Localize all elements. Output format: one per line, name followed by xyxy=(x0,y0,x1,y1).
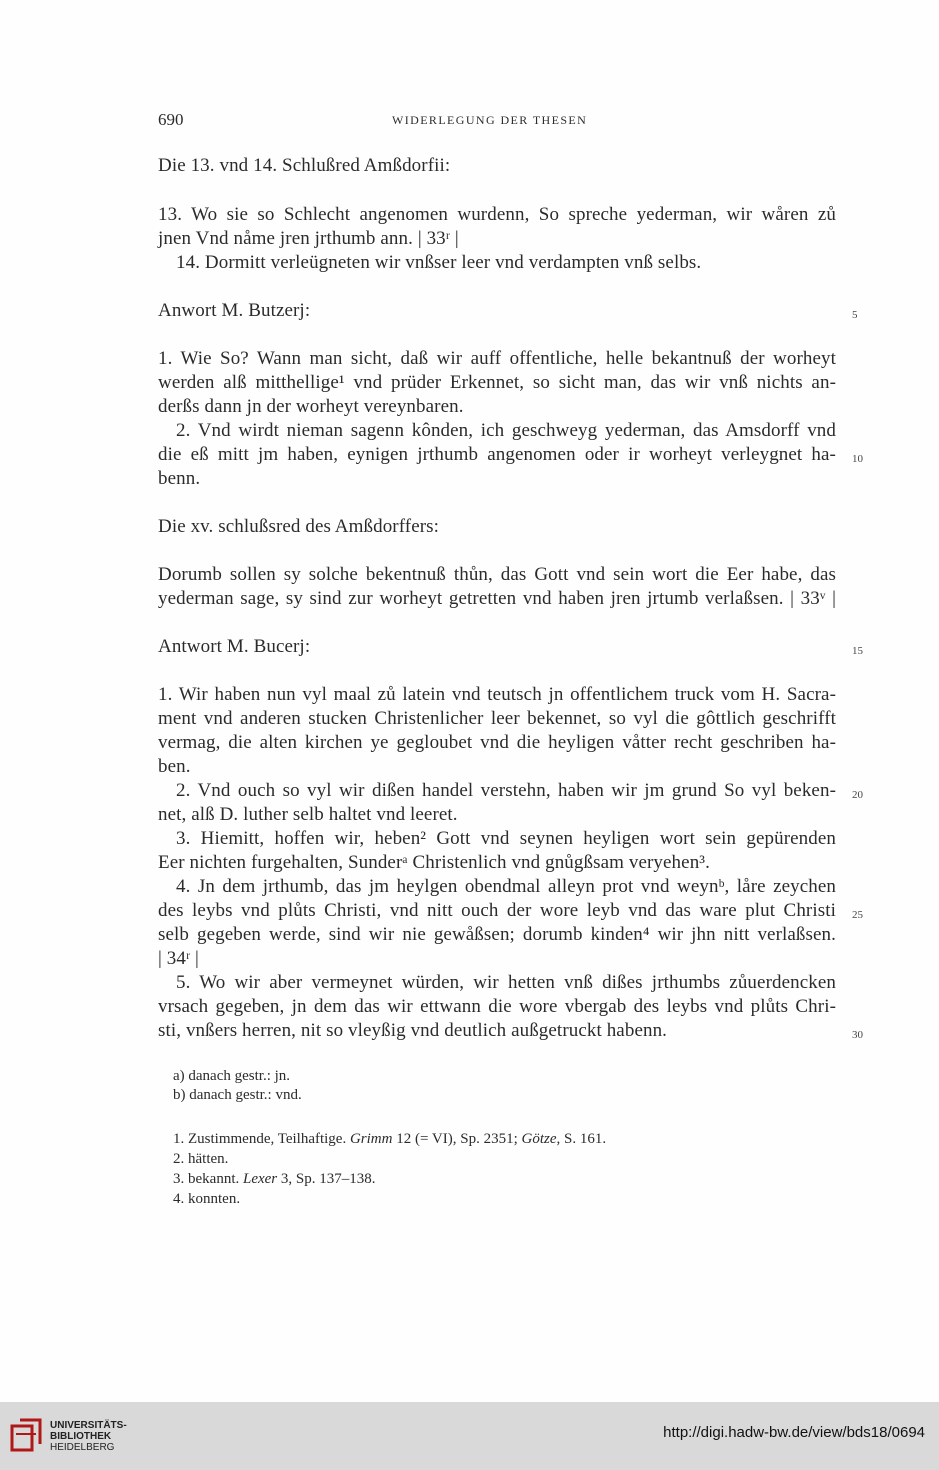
line-number: 20 xyxy=(852,789,863,801)
footnote: 2. hätten. xyxy=(173,1151,229,1167)
text-line: 1. Wir haben nun vyl maal zů latein vnd teutsch jn offentlichem truck vom H. Sacra- xyxy=(158,684,836,705)
heading-antwort-bucer: Antwort M. Bucerj: xyxy=(158,636,311,657)
apparatus-note: b) danach gestr.: vnd. xyxy=(173,1087,302,1103)
line-number: 25 xyxy=(852,909,863,921)
line-number: 5 xyxy=(852,309,858,321)
text-line: sti, vnßers herren, nit so vleyßig vnd deutlich außgetruckt habenn. xyxy=(158,1020,668,1041)
footnote: 3. bekannt. Lexer 3, Sp. 137–138. xyxy=(173,1171,376,1187)
text-line: jnen Vnd nåme jren jrthumb ann. | 33ʳ | xyxy=(158,228,459,249)
text-line: 2. Vnd wirdt nieman sagenn kônden, ich geschweyg yederman, das Amsdorff vnd xyxy=(176,420,836,441)
text-line: Dorumb sollen sy solche bekentnuß thůn, das Gott vnd sein wort die Eer habe, das xyxy=(158,564,836,585)
line-number: 10 xyxy=(852,453,863,465)
text-line: benn. xyxy=(158,468,201,489)
university-library-logo-icon xyxy=(10,1416,44,1456)
text-line: 4. Jn dem jrthumb, das jm heylgen obendmal alleyn prot vnd weynᵇ, låre zeychen xyxy=(176,876,836,897)
text-line: die eß mitt jm haben, eynigen jrthumb angenomen oder ir worheyt verleygnet ha- xyxy=(158,444,836,465)
folio-marker: | 34ʳ | xyxy=(158,948,199,969)
heading-schlussred-13-14: Die 13. vnd 14. Schlußred Amßdorfii: xyxy=(158,155,451,176)
viewer-footer-bar xyxy=(0,1402,939,1470)
page-number: 690 xyxy=(158,110,184,129)
text-line: yederman sage, sy sind zur worheyt getretten vnd haben jren jrtumb verlaßsen. | 33ᵛ | xyxy=(158,588,836,609)
apparatus-note: a) danach gestr.: jn. xyxy=(173,1068,291,1084)
line-number: 30 xyxy=(852,1029,863,1041)
text-line: ben. xyxy=(158,756,191,777)
text-line: selb gegeben werde, sind wir nie gewåßsen; dorumb kinden⁴ wir jhn nitt verlaßsen. xyxy=(158,924,836,945)
text-line: vrsach gegeben, jn dem das wir ettwann die wore vbergab des leybs vnd plůts Chri- xyxy=(158,996,836,1017)
line-number: 15 xyxy=(852,645,863,657)
text-line: Eer nichten furgehalten, Sunderᵃ Christenlich vnd gnůgßsam veryehen³. xyxy=(158,852,710,873)
text-line: werden alß mitthellige¹ vnd prüder Erkennet, so sicht man, das wir vnß nichts an- xyxy=(158,372,836,393)
text-line: 3. Hiemitt, hoffen wir, heben² Gott vnd seynen heyligen wort sein gepürenden xyxy=(176,828,836,849)
text-line: 13. Wo sie so Schlecht angenomen wurdenn, So spreche yederman, wir wåren zů xyxy=(158,204,836,225)
heading-schlussred-xv: Die xv. schlußsred des Amßdorffers: xyxy=(158,516,440,537)
text-line: 2. Vnd ouch so vyl wir dißen handel verstehn, haben wir jm grund So vyl beken- xyxy=(176,780,836,801)
text-line: ment vnd anderen stucken Christenlicher leer bekennet, so vyl die gôttlich geschrifft xyxy=(158,708,836,729)
running-title: WIDERLEGUNG DER THESEN xyxy=(392,113,588,127)
text-line: 5. Wo wir aber vermeynet würden, wir hetten vnß dißes jrthumbs zůuerdencken xyxy=(176,972,836,993)
text-line: des leybs vnd plůts Christi, vnd nitt ouch der wore leyb vnd das ware plut Christi xyxy=(158,900,836,921)
text-line: 14. Dormitt verleügneten wir vnßser leer vnd verdampten vnß selbs. xyxy=(176,252,702,273)
text-line: 1. Wie So? Wann man sicht, daß wir auff offentliche, helle bekantnuß der worheyt xyxy=(158,348,836,369)
text-line: derßs dann jn der worheyt vereynbaren. xyxy=(158,396,464,417)
library-name: UNIVERSITÄTS- BIBLIOTHEK HEIDELBERG xyxy=(50,1420,127,1453)
footnote: 4. konnten. xyxy=(173,1191,241,1207)
text-line: net, alß D. luther selb haltet vnd leeret. xyxy=(158,804,458,825)
heading-anwort-butzer: Anwort M. Butzerj: xyxy=(158,300,311,321)
page-url-link[interactable]: http://digi.hadw-bw.de/view/bds18/0694 xyxy=(663,1424,925,1441)
text-line: vermag, die alten kirchen ye gegloubet vnd die heyligen våtter recht geschriben ha- xyxy=(158,732,836,753)
footnote: 1. Zustimmende, Teilhaftige. Grimm 12 (= VI), Sp. 2351; Götze, S. 161. xyxy=(173,1131,607,1147)
